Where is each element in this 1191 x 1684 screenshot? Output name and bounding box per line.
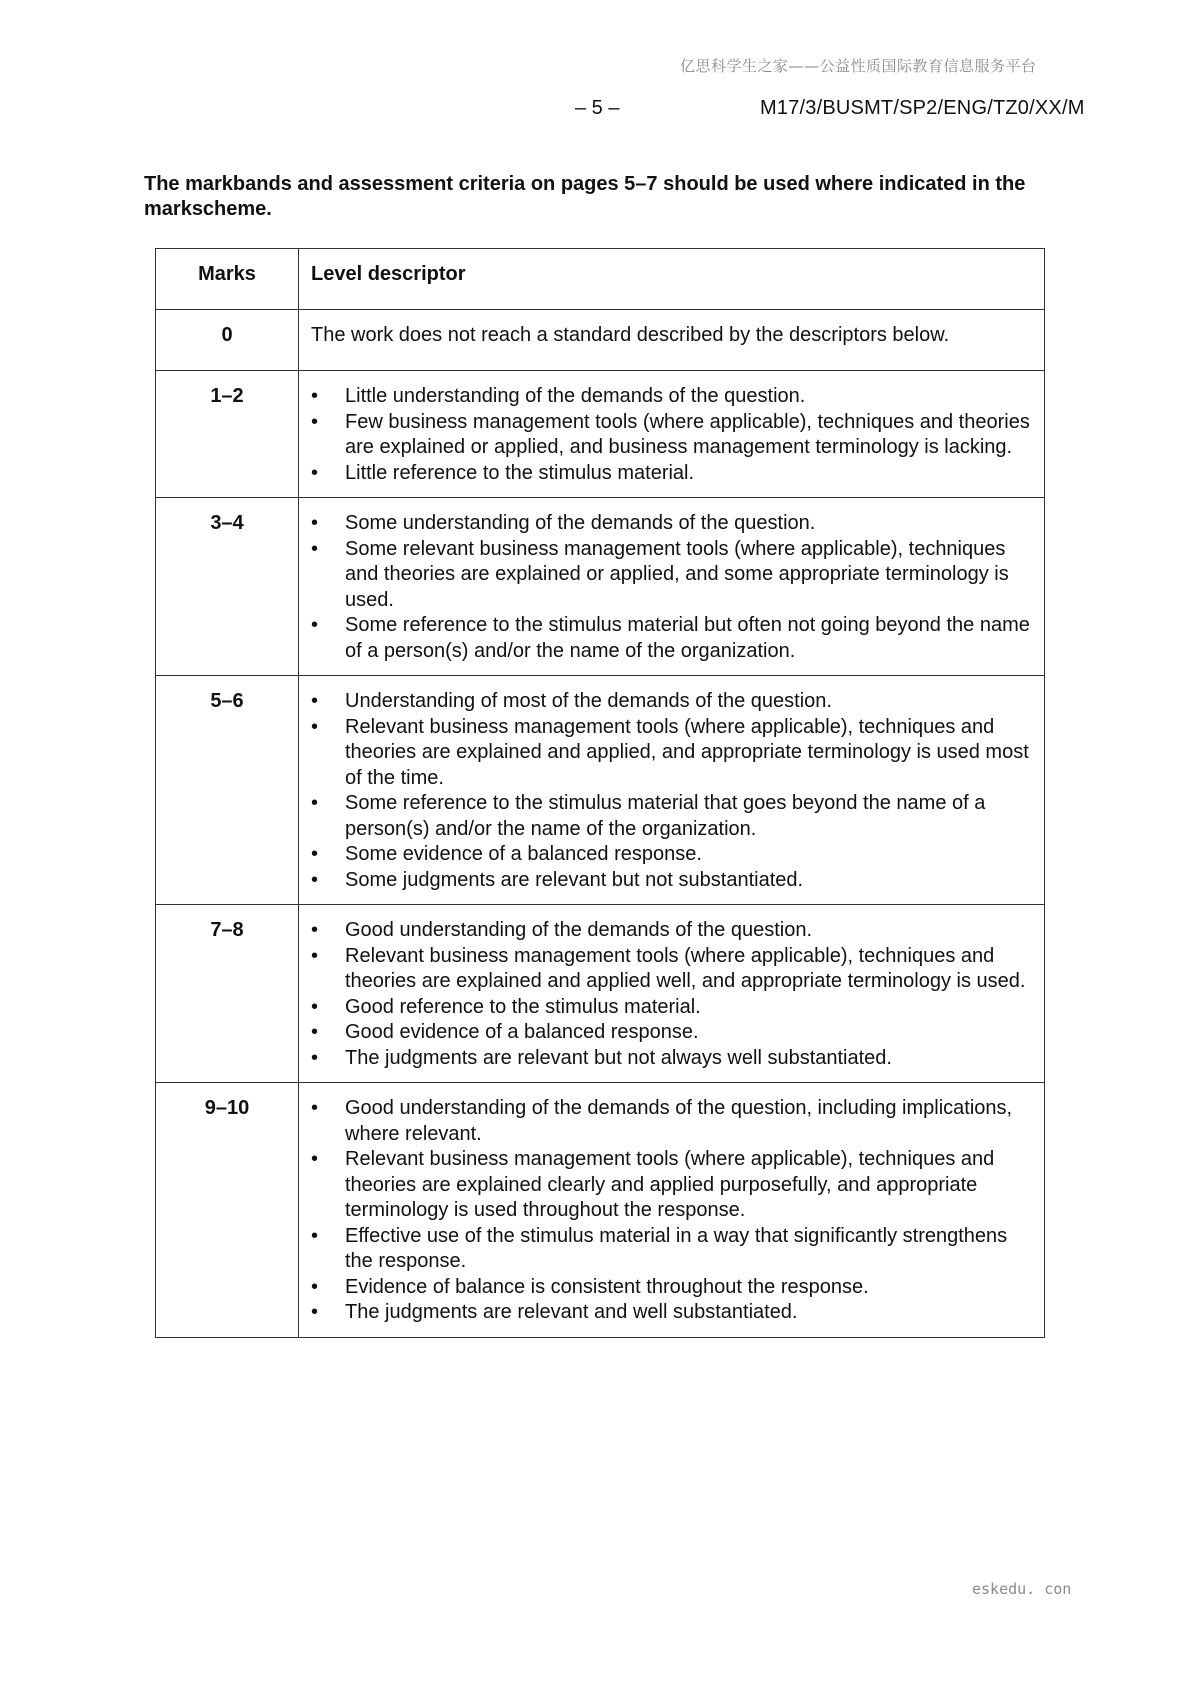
list-item: • Evidence of balance is consistent throughout the response. — [311, 1275, 1032, 1301]
descriptor-column-header: Level descriptor — [299, 249, 1045, 310]
marks-value: 3–4 — [156, 498, 299, 676]
intro-paragraph: The markbands and assessment criteria on pages 5–7 should be used where indicated in the markscheme. — [144, 173, 1026, 220]
list-item: • Understanding of most of the demands of the question. — [311, 689, 1032, 715]
marks-value: 5–6 — [156, 676, 299, 905]
criteria-list — [311, 1096, 1032, 1326]
list-item: • Some judgments are relevant but not substantiated. — [311, 868, 1032, 894]
document-code: M17/3/BUSMT/SP2/ENG/TZ0/XX/M — [760, 97, 1085, 119]
table-row — [156, 371, 1045, 498]
criteria-list — [311, 689, 1032, 893]
level-descriptor — [299, 371, 1045, 498]
list-item: • Relevant business management tools (where applicable), techniques and theories are explained and applied, and appropriate terminology is used most of the time. — [311, 715, 1032, 792]
watermark-top: 亿思科学生之家——公益性质国际教育信息服务平台 — [680, 57, 1037, 75]
list-item: • Few business management tools (where applicable), techniques and theories are explained or applied, and business management terminology is lacking. — [311, 410, 1032, 461]
list-item: • Good evidence of a balanced response. — [311, 1020, 1032, 1046]
level-descriptor: The work does not reach a standard described by the descriptors below. — [299, 310, 1045, 371]
list-item: • Good understanding of the demands of the question. — [311, 918, 1032, 944]
level-descriptor — [299, 676, 1045, 905]
marks-value: 7–8 — [156, 905, 299, 1083]
criteria-list — [311, 511, 1032, 664]
level-descriptor — [299, 498, 1045, 676]
table-row — [156, 905, 1045, 1083]
list-item: • Relevant business management tools (where applicable), techniques and theories are explained and applied well, and appropriate terminology is used. — [311, 944, 1032, 995]
list-item: • Relevant business management tools (where applicable), techniques and theories are explained clearly and applied purposefully, and appropriate terminology is used throughout the response. — [311, 1147, 1032, 1224]
table-row — [156, 1083, 1045, 1338]
marks-value: 9–10 — [156, 1083, 299, 1338]
list-item: • Some evidence of a balanced response. — [311, 842, 1032, 868]
table-row — [156, 498, 1045, 676]
list-item: • Little understanding of the demands of the question. — [311, 384, 1032, 410]
list-item: • Effective use of the stimulus material in a way that significantly strengthens the response. — [311, 1224, 1032, 1275]
list-item: • Some reference to the stimulus material but often not going beyond the name of a person(s) and/or the name of the organization. — [311, 613, 1032, 664]
marks-value: 0 — [156, 310, 299, 371]
criteria-list — [311, 384, 1032, 486]
list-item: • Good reference to the stimulus material. — [311, 995, 1032, 1021]
page-number: – 5 – — [575, 97, 620, 119]
list-item: • The judgments are relevant and well substantiated. — [311, 1300, 1032, 1326]
level-descriptor — [299, 1083, 1045, 1338]
list-item: • Good understanding of the demands of the question, including implications, where relevant. — [311, 1096, 1032, 1147]
marks-column-header: Marks — [156, 249, 299, 310]
level-descriptor — [299, 905, 1045, 1083]
marks-value: 1–2 — [156, 371, 299, 498]
table-row — [156, 310, 1045, 371]
list-item: • The judgments are relevant but not always well substantiated. — [311, 1046, 1032, 1072]
watermark-bottom: eskedu. con — [972, 1580, 1072, 1598]
list-item: • Little reference to the stimulus material. — [311, 461, 1032, 487]
criteria-list — [311, 918, 1032, 1071]
list-item: • Some understanding of the demands of the question. — [311, 511, 1032, 537]
list-item: • Some reference to the stimulus material that goes beyond the name of a person(s) and/or the name of the organization. — [311, 791, 1032, 842]
markbands-table — [155, 248, 1045, 1338]
table-row — [156, 676, 1045, 905]
table-header-row — [156, 249, 1045, 310]
list-item: • Some relevant business management tools (where applicable), techniques and theories are explained or applied, and some appropriate terminology is used. — [311, 537, 1032, 614]
